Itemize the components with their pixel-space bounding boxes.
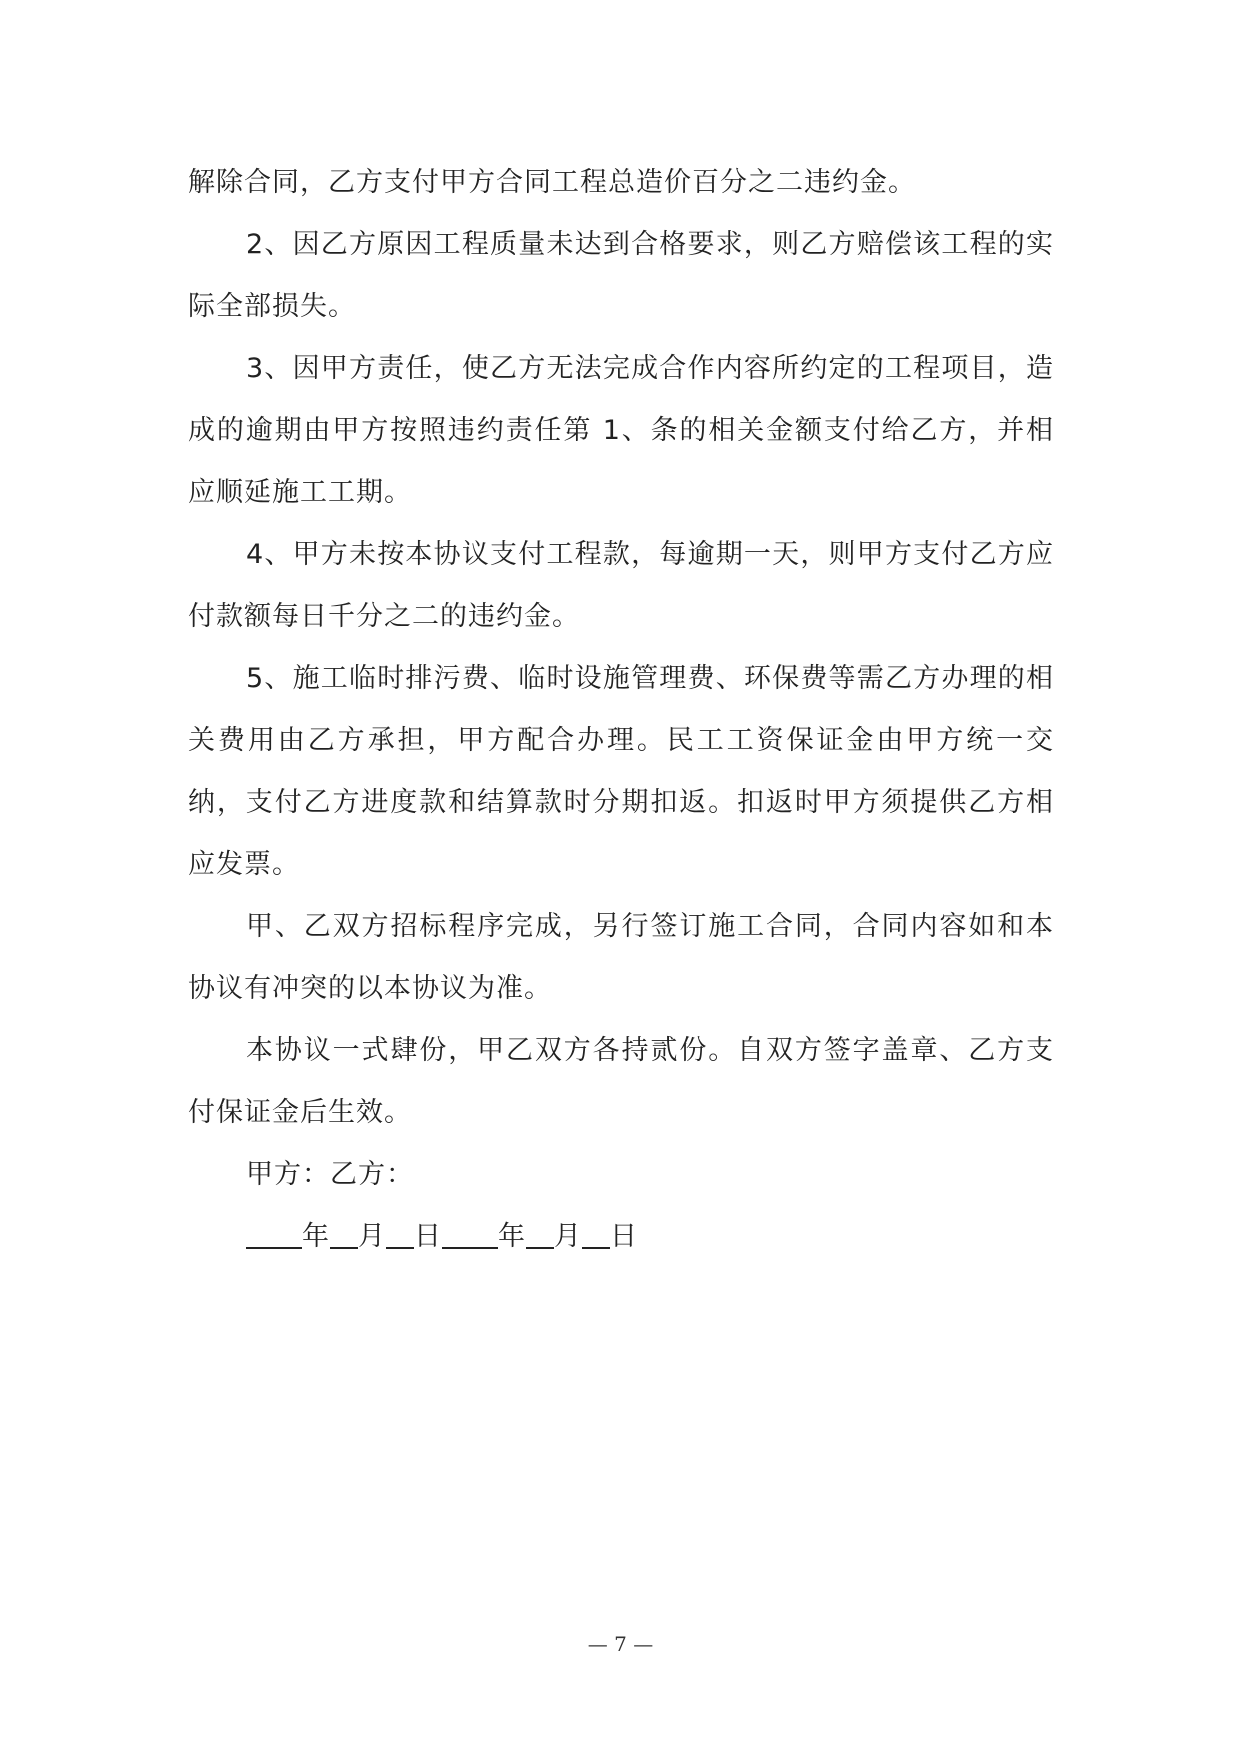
- month-blank-party-b: [526, 1221, 554, 1249]
- year-blank-party-b: [442, 1221, 498, 1249]
- year-label: 年: [498, 1221, 526, 1252]
- signature-dates: [188, 1206, 1054, 1268]
- paragraph-termination-penalty: 解除合同，乙方支付甲方合同工程总造价百分之二违约金。: [188, 167, 916, 198]
- paragraph-clause-5: 5、施工临时排污费、临时设施管理费、环保费等需乙方办理的相关费用由乙方承担，甲方配合办理。民工工资保证金由甲方统一交纳，支付乙方进度款和结算款时分期扣返。扣返时甲方须提供乙方相应发票。: [188, 663, 1054, 880]
- paragraph-copies-effective: 本协议一式肆份，甲乙双方各持贰份。自双方签字盖章、乙方支付保证金后生效。: [188, 1035, 1054, 1128]
- day-label: 日: [414, 1221, 442, 1252]
- paragraph-tender-contract: 甲、乙双方招标程序完成，另行签订施工合同，合同内容如和本协议有冲突的以本协议为准。: [188, 911, 1054, 1004]
- year-label: 年: [302, 1221, 330, 1252]
- paragraph-clause-3: 3、因甲方责任，使乙方无法完成合作内容所约定的工程项目，造成的逾期由甲方按照违约责任第 1、条的相关金额支付给乙方，并相应顺延施工工期。: [188, 353, 1054, 508]
- day-blank-party-a: [386, 1221, 414, 1249]
- month-blank-party-a: [330, 1221, 358, 1249]
- document-body: [188, 152, 1054, 1268]
- year-blank-party-a: [246, 1221, 302, 1249]
- paragraph-clause-2: 2、因乙方原因工程质量未达到合格要求，则乙方赔偿该工程的实际全部损失。: [188, 229, 1054, 322]
- page-number: — 7 —: [587, 1632, 654, 1656]
- day-label: 日: [610, 1221, 638, 1252]
- signature-parties: 甲方：乙方：: [246, 1159, 414, 1190]
- month-label: 月: [554, 1221, 582, 1252]
- day-blank-party-b: [582, 1221, 610, 1249]
- month-label: 月: [358, 1221, 386, 1252]
- paragraph-clause-4: 4、甲方未按本协议支付工程款，每逾期一天，则甲方支付乙方应付款额每日千分之二的违约金。: [188, 539, 1054, 632]
